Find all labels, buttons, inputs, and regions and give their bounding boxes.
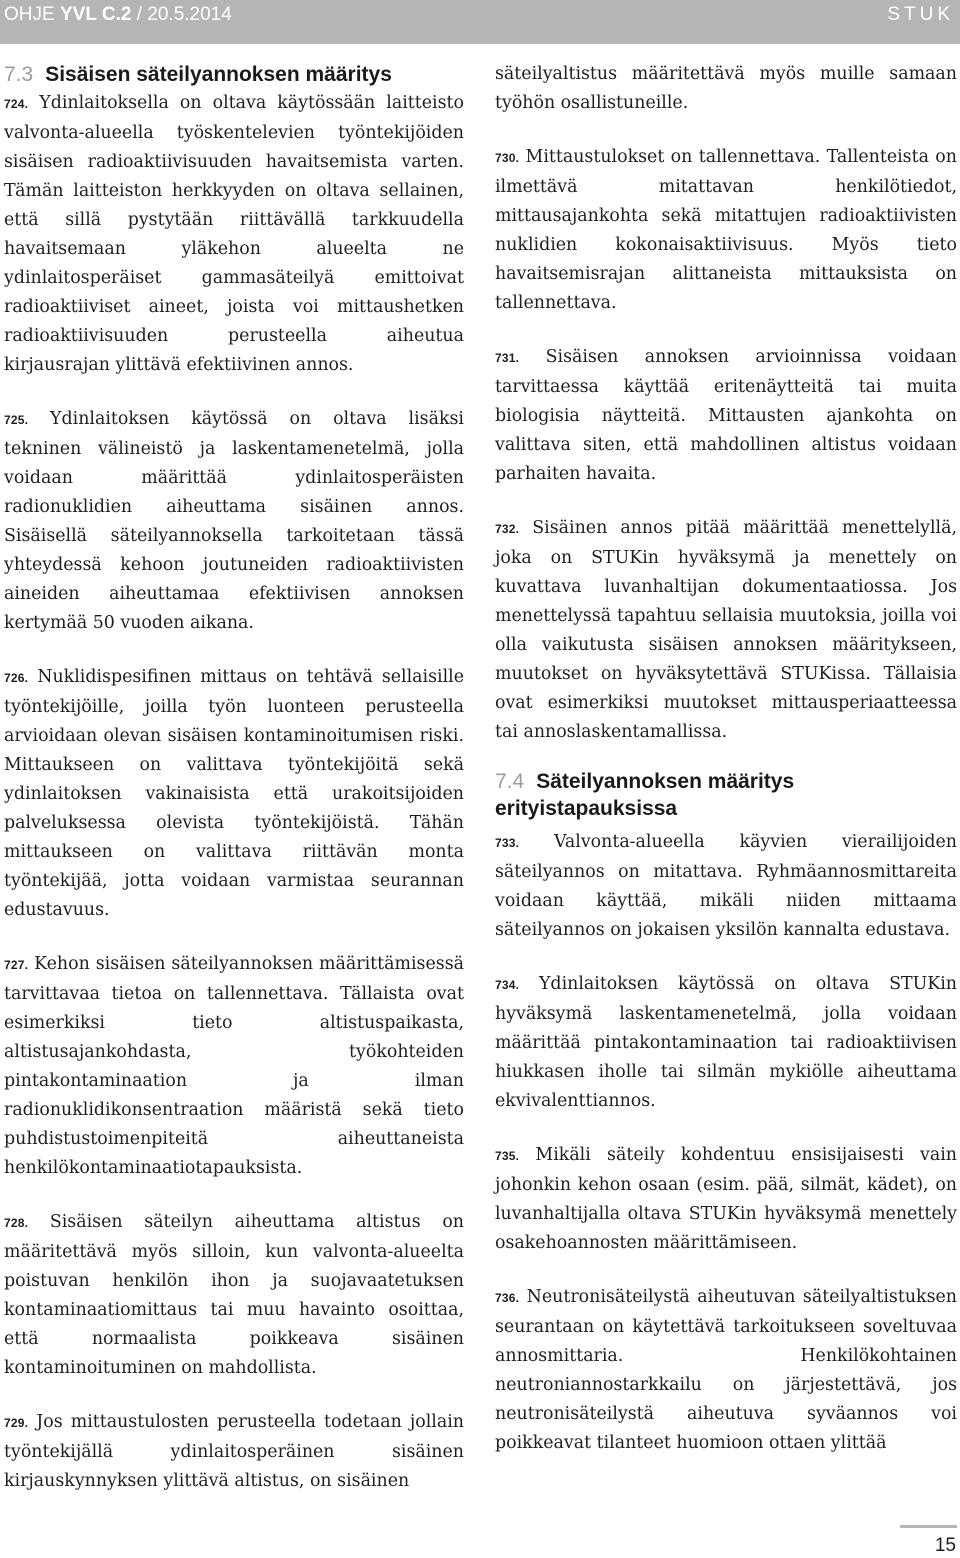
paragraph-number: 733. [495, 836, 520, 850]
left-column [4, 60, 464, 1496]
section-title: Sisäisen säteilyannoksen määritys [45, 63, 392, 86]
paragraph-number: 730. [495, 151, 520, 165]
paragraph-text: Valvonta-alueella käyvien vierailijoiden säteilyannos on mitattava. Ryhmäannosmittareita voidaan käyttää, mikäli niiden mittaama säteilyannos on jokaisen yksilön kannalta edustava. [495, 832, 958, 940]
paragraph-730 [495, 143, 957, 318]
paragraph-735 [495, 1141, 957, 1258]
section-title: Säteilyannoksen määritys erityistapauksissa [495, 770, 795, 820]
paragraph-text: Mikäli säteily kohdentuu ensisijaisesti vain johonkin kehon osaan (esim. pää, silmät, kädet), on luvanhaltijalla oltava STUKin hyväksymä menettely osakehoannosten määrittämiseen. [495, 1145, 957, 1253]
document-reference [4, 0, 232, 30]
paragraph-text: Neutronisäteilystä aiheutuvan säteilyaltistuksen seurantaan on käytettävä tarkoitukseen soveltuvaa annosmittaria. Henkilökohtainen neutroniannostarkkailu on järjestettävä, jos neutronisäteilystä aiheutuva syväannos voi poikkeavat tilanteet huomioon ottaen ylittää [495, 1287, 957, 1453]
right-column [495, 60, 957, 1458]
header-doc-id: YVL C.2 [59, 4, 132, 25]
paragraph-728 [4, 1208, 464, 1383]
paragraph-text: Kehon sisäisen säteilyannoksen määrittämisessä tarvittavaa tietoa on tallennettava. Tällaista ovat esimerkiksi tieto altistuspaikasta, altistusajankohdasta, työkohteiden pintakontaminaation ja ilman radionuklidikonsentraation määristä sekä tieto puhdistustoimenpiteitä aiheuttaneista henkilökontaminaatiotapauksista. [4, 954, 464, 1178]
page-number: 15 [934, 1535, 956, 1556]
paragraph-number: 735. [495, 1149, 520, 1163]
header-separator: / [131, 4, 148, 25]
paragraph-text: Ydinlaitoksen käytössä on oltava lisäksi tekninen välineistö ja laskentamenetelmä, jolla voidaan määrittää ydinlaitosperäisten radionuklidien aiheuttama sisäinen annos. Sisäisellä säteilyannoksella tarkoitetaan tässä yhteydessä kehoon joutuneiden radioaktiivisten aineiden aiheuttamaa efektiivisen annoksen kertymää 50 vuoden aikana. [4, 409, 464, 633]
paragraph-733 [495, 828, 957, 945]
paragraph-726 [4, 663, 464, 925]
paragraph-text: Sisäisen annoksen arvioinnissa voidaan tarvittaessa käyttää eritenäytteitä tai muita biologisia näytteitä. Mittausten ajankohta on valittava siten, että mahdollinen altistus voidaan parhaiten havaita. [495, 347, 958, 484]
paragraph-number: 728. [4, 1216, 29, 1230]
header-prefix: OHJE [4, 4, 55, 25]
paragraph-724 [4, 89, 464, 380]
header-date: 20.5.2014 [147, 4, 232, 25]
paragraph-729-continued [495, 60, 957, 118]
paragraph-725 [4, 405, 464, 638]
paragraph-text: Ydinlaitoksella on oltava käytössään laitteisto valvonta-alueella työskentelevien työntekijöiden sisäisen radioaktiivisuuden havaitsemista varten. Tämän laitteiston herkkyyden on oltava sellainen, että sillä pystytään riittävällä tarkkuudella havaitsemaan yläkehon alueelta ne ydinlaitosperäiset gammasäteilyä emittoivat radioaktiiviset aineet, joista voi mittaushetken radioaktiivisuuden perusteella aiheutua kirjausrajan ylittävä efektiivinen annos. [4, 93, 465, 375]
paragraph-736 [495, 1283, 957, 1458]
page-header [0, 0, 960, 44]
paragraph-731 [495, 343, 957, 489]
paragraph-number: 736. [495, 1291, 520, 1305]
paragraph-number: 734. [495, 978, 520, 992]
paragraph-text: Jos mittaustulosten perusteella todetaan jollain työntekijällä ydinlaitosperäinen sisäinen kirjauskynnyksen ylittävä altistus, on sisäinen [4, 1412, 464, 1491]
section-heading-7-4 [495, 768, 957, 822]
paragraph-text: Sisäinen annos pitää määrittää menettelyllä, joka on STUKin hyväksymä ja menettely on kuvattava luvanhaltijan dokumentaatiossa. Jos menettelyssä tapahtuu sellaisia muutoksia, joilla voi olla vaikutusta sisäisen annoksen määritykseen, muutokset on hyväksytettävä STUKissa. Tällaisia ovat esimerkiksi muutokset mittausperiaatteessa tai annoslaskentamallissa. [495, 518, 957, 742]
paragraph-text: Sisäisen säteilyn aiheuttama altistus on määritettävä myös silloin, kun valvonta-alueelta poistuvan henkilön ihon ja suojavaatetuksen kontaminaatiomittaus tai muu havainto osoittaa, että normaalista poikkeava sisäinen kontaminoituminen on mahdollista. [4, 1212, 464, 1378]
paragraph-number: 726. [4, 671, 29, 685]
publisher-name: STUK [887, 4, 954, 25]
paragraph-727 [4, 950, 464, 1183]
section-heading-7-3 [4, 60, 464, 89]
paragraph-number: 725. [4, 413, 29, 427]
paragraph-text: Mittaustulokset on tallennettava. Tallenteista on ilmettävä mitattavan henkilötiedot, mittausajankohta sekä mitattujen radioaktiivisten nuklidien kokonaisaktiivisuus. Myös tieto havaitsemisrajan alittaneista mittauksista on tallennettava. [495, 147, 957, 313]
paragraph-number: 732. [495, 522, 520, 536]
section-number: 7.3 [4, 63, 34, 86]
paragraph-number: 731. [495, 351, 520, 365]
paragraph-number: 727. [4, 958, 29, 972]
paragraph-text: Nuklidispesifinen mittaus on tehtävä sellaisille työntekijöille, joilla työn luonteen perusteella arvioidaan olevan sisäisen kontaminoitumisen riski. Mittaukseen on valittava työntekijöitä sekä ydinlaitoksen vakinaisista että urakoitsijoiden palveluksessa olevista työntekijöistä. Tähän mittaukseen on valittava riittävän monta työntekijää, jotta voidaan varmistaa seurannan edustavuus. [4, 667, 464, 920]
paragraph-number: 729. [4, 1416, 29, 1430]
section-number: 7.4 [495, 770, 525, 793]
footer-divider [900, 1525, 957, 1528]
paragraph-732 [495, 514, 957, 747]
paragraph-729 [4, 1408, 464, 1496]
paragraph-734 [495, 970, 957, 1116]
paragraph-text: säteilyaltistus määritettävä myös muille samaan työhön osallistuneille. [495, 64, 957, 113]
paragraph-text: Ydinlaitoksen käytössä on oltava STUKin hyväksymä laskentamenetelmä, jolla voidaan määrittää pintakontaminaation tai radioaktiivisen hiukkasen iholle tai silmän mykiölle aiheuttama ekvivalenttiannos. [495, 974, 957, 1111]
paragraph-number: 724. [4, 97, 29, 111]
